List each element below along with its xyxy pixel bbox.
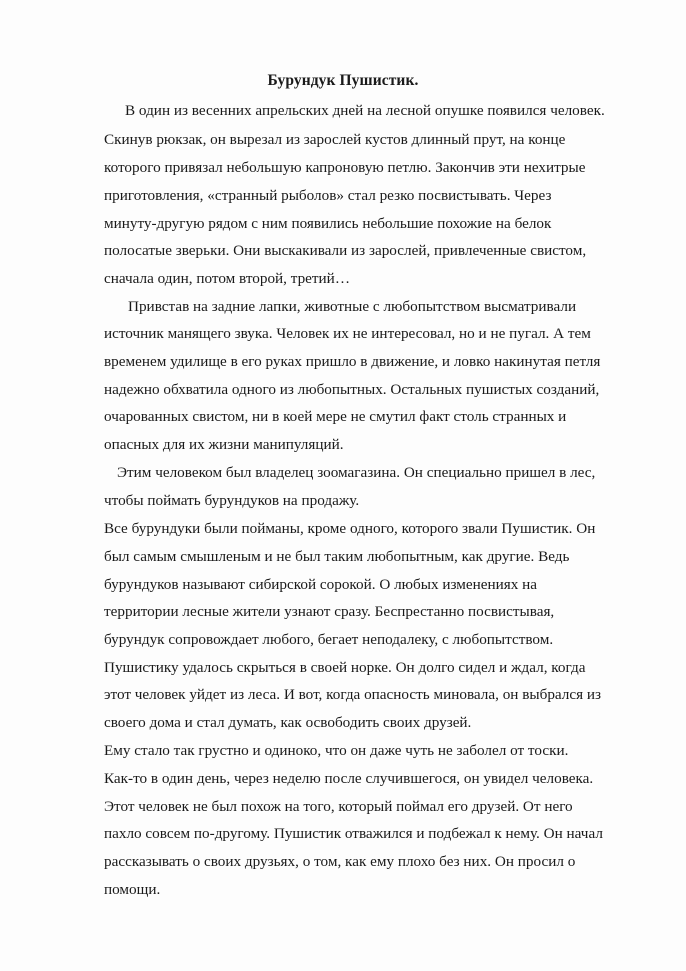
- text-line: рассказывать о своих друзьях, о том, как ему плохо без них. Он просил о: [104, 853, 576, 870]
- text-line: своего дома и стал думать, как освободить своих друзей.: [104, 714, 472, 731]
- text-line: Как-то в один день, через неделю после случившегося, он увидел человека.: [104, 770, 594, 787]
- text-line: бурундуков называют сибирской сорокой. О любых изменениях на: [104, 576, 537, 593]
- text-line: очарованных свистом, ни в коей мере не смутил факт столь странных и: [104, 408, 567, 425]
- text-line: надежно обхватила одного из любопытных. Остальных пушистых созданий,: [104, 381, 600, 398]
- text-line: этот человек уйдет из леса. И вот, когда опасность миновала, он выбрался из: [104, 686, 602, 703]
- text-line: Этот человек не был похож на того, который поймал его друзей. От него: [104, 798, 573, 815]
- text-line: территории лесные жители узнают сразу. Беспрестанно посвистывая,: [104, 603, 555, 620]
- text-line: минуту-другую рядом с ним появились небольшие похожие на белок: [104, 215, 552, 232]
- text-line: помощи.: [104, 881, 161, 898]
- text-line: Скинув рюкзак, он вырезал из зарослей кустов длинный прут, на конце: [104, 131, 566, 148]
- text-line: чтобы поймать бурундуков на продажу.: [104, 492, 360, 509]
- text-line: полосатые зверьки. Они выскакивали из зарослей, привлеченные свистом,: [104, 242, 587, 259]
- document-title: Бурундук Пушистик.: [267, 72, 419, 89]
- text-line: Все бурундуки были пойманы, кроме одного, которого звали Пушистик. Он: [104, 520, 596, 537]
- text-line: пахло совсем по-другому. Пушистик отважился и подбежал к нему. Он начал: [104, 825, 603, 842]
- text-line: сначала один, потом второй, третий…: [104, 270, 351, 287]
- text-line: временем удилище в его руках пришло в движение, и ловко накинутая петля: [104, 353, 601, 370]
- text-line: Привстав на задние лапки, животные с любопытством высматривали: [128, 298, 577, 315]
- text-line: приготовления, «странный рыболов» стал резко посвистывать. Через: [104, 187, 552, 204]
- text-line: бурундук сопровождает любого, бегает неподалеку, с любопытством.: [104, 631, 554, 648]
- text-line: которого привязал небольшую капроновую петлю. Закончив эти нехитрые: [104, 159, 586, 176]
- text-line: В один из весенних апрельских дней на лесной опушке появился человек.: [125, 102, 605, 119]
- text-line: Этим человеком был владелец зоомагазина. Он специально пришел в лес,: [117, 464, 596, 481]
- text-line: опасных для их жизни манипуляций.: [104, 436, 344, 453]
- text-line: источник манящего звука. Человек их не интересовал, но и не пугал. А тем: [104, 325, 591, 342]
- text-line: Ему стало так грустно и одиноко, что он даже чуть не заболел от тоски.: [104, 742, 569, 759]
- text-line: Пушистику удалось скрыться в своей норке. Он долго сидел и ждал, когда: [104, 659, 586, 676]
- text-line: был самым смышленым и не был таким любопытным, как другие. Ведь: [104, 548, 570, 565]
